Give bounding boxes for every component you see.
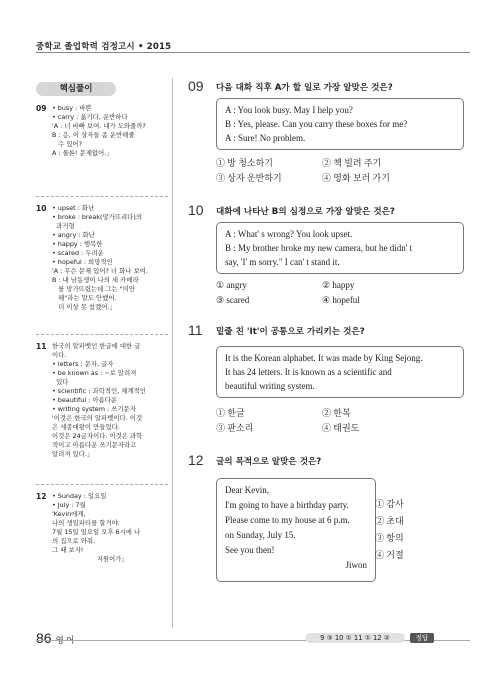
passage-line: It has 24 letters. It is known as a scientific and [225,367,392,377]
question-text: 대화에 나타난 B의 심정으로 가장 알맞은 것은? [216,207,395,217]
letter-line: Please come to my house at 6 p.m. [225,515,350,525]
option-2[interactable]: ② 한복 [322,408,351,418]
sidebar-line: • busy : 바쁜 [52,104,92,112]
dialogue-line: B : My brother broke my new camera, but he didn' t [225,243,413,253]
sidebar-line: 를 망가뜨렸는데 그는 "미안 [52,285,136,293]
dialogue-line: A : Sure! No problem. [225,133,306,143]
sidebar-line: A : 물론! 문제없어.」 [52,149,113,157]
sidebar-line: • hopeful : 희망적인 [52,258,113,266]
question-09 [188,78,468,188]
sidebar-line: 'A : 무슨 문제 있어? 너 화나 보여. [52,267,148,275]
sidebar-line: 지원이가」 [52,555,128,563]
option-3[interactable]: ③ scared [216,295,250,305]
sidebar-entry-09 [36,104,168,158]
sidebar-line: • Sunday : 일요일 [52,492,107,500]
letter-line: See you then! [225,545,275,555]
option-4[interactable]: ④ 거절 [375,550,404,560]
page-footer-number [36,630,74,646]
sidebar-line: B : 내 남동생이 나의 새 카메라 [52,276,139,284]
sidebar-line: 이것은 24글자이다. 이것은 과학 [52,432,143,440]
header-rule [36,52,470,53]
sidebar-entry-number: 09 [36,104,47,113]
dialogue-line: A : You look busy. May I help you? [225,105,353,115]
dialogue-line: B : Yes, please. Can you carry these boxes for me? [225,119,408,129]
option-3[interactable]: ③ 상자 운반하기 [216,173,282,183]
option-1[interactable]: ① angry [216,280,247,290]
sidebar-line: • be known as : ~로 알려져 [52,369,137,377]
question-number: 12 [188,452,204,468]
question-number: 11 [188,322,203,338]
sidebar-line: 한국의 알파벳인 한글에 대한 글 [52,342,141,350]
option-2[interactable]: ② 초대 [375,516,404,526]
letter-signature: Jiwon [345,560,367,570]
letter-line: I'm going to have a birthday party. [225,500,349,510]
sidebar-line: • scientific : 과학적인, 체계적인 [52,387,146,395]
sidebar-entry-number: 12 [36,492,47,501]
answer-key: 9 ③ 10 ① 11 ① 12 ② [305,633,405,643]
question-text: 다음 대화 직후 A가 할 일로 가장 알맞은 것은? [216,83,393,93]
option-2[interactable]: ② 책 빌려 주기 [322,158,382,168]
page-header: 중학교 졸업학력 검정고시 • 2015 [36,42,172,52]
sidebar-line: B : 응, 이 상자들 좀 운반해줄 [52,131,135,139]
option-4[interactable]: ④ 영화 보러 가기 [322,173,390,183]
sidebar-line: 있다 [52,378,69,386]
sidebar-divider [36,334,168,335]
passage-line: It is the Korean alphabet. It was made by King Sejong. [225,353,423,363]
sidebar-line: • beautiful : 아름다운 [52,396,118,404]
sidebar-entry-number: 10 [36,204,47,213]
sidebar-line: • carry : 옮기다, 운반하다 [52,113,128,121]
option-2[interactable]: ② happy [322,280,355,290]
sidebar-title: 핵심풀이 [36,82,116,96]
question-11 [188,322,468,462]
sidebar-line: 해"라는 말도 안했어. [52,294,117,302]
sidebar-divider [36,484,168,485]
option-1[interactable]: ① 감사 [375,499,404,509]
dialogue-box [216,98,464,150]
question-text: 밑줄 친 'It'이 공통으로 가리키는 것은? [216,327,365,337]
sidebar-line: 7월 15일 일요일 오후 6시에 나 [52,528,141,536]
question-10 [188,202,468,312]
option-3[interactable]: ③ 판소리 [216,423,254,433]
letter-line: on Sunday, July 15. [225,530,296,540]
sidebar-line: • scared : 두려운 [52,249,104,257]
question-text: 글의 목적으로 알맞은 것은? [216,457,322,467]
subject-label: 영 어 [55,635,75,645]
option-1[interactable]: ① 한글 [216,408,245,418]
sidebar-entry-10 [36,204,168,312]
sidebar-line: 'A : 너 바빠 보여. 내가 도와줄까? [52,122,146,130]
footer-rule [36,640,470,641]
sidebar-line: 나의 생일파티를 할거야. [52,519,120,527]
sidebar-line: • happy : 행복한 [52,240,103,248]
question-12 [188,452,468,602]
sidebar-line: '이것은 한국의 알파벳이다. 이것 [52,414,143,422]
sidebar-line: • writing system : 쓰기문자 [52,405,136,413]
option-1[interactable]: ① 방 청소하기 [216,158,273,168]
letter-line: Dear Kevin, [225,485,269,495]
passage-box [216,346,464,398]
sidebar-line: 수 있어? [52,140,83,148]
sidebar-line: 더 이상 못 참겠어.」 [52,303,116,311]
sidebar-line: 적이고 아름다운 쓰기문자라고 [52,441,137,449]
sidebar-divider [36,196,168,197]
sidebar-line: 알려져 있다.」 [52,450,94,458]
question-number: 10 [188,202,204,218]
sidebar-entry-11 [36,342,168,459]
option-4[interactable]: ④ hopeful [322,295,360,305]
sidebar-line: • July : 7월 [52,501,86,509]
sidebar-line: 이다. [52,351,67,359]
letter-box [216,478,376,582]
question-12-options [375,496,404,564]
sidebar-line: • angry : 화난 [52,231,95,239]
sidebar-entry-number: 11 [36,342,47,351]
sidebar-entry-12 [36,492,168,564]
sidebar-line: • broke : break(망가뜨리다)의 [52,213,142,221]
column-divider [172,78,173,628]
option-4[interactable]: ④ 태권도 [322,423,360,433]
sidebar-line: 의 집으로 와줘. [52,537,96,545]
answer-label: 정답 [410,633,434,643]
sidebar-line: • upset : 화난 [52,204,95,212]
sidebar-line: 'Kevin에게, [52,510,86,518]
sidebar-line: • letters : 문자, 글자 [52,360,114,368]
page-number: 86 [36,630,52,646]
sidebar-line: 과거형 [52,222,75,230]
sidebar-line: 은 세종대왕이 만들었다. [52,423,120,431]
dialogue-line: say, 'I' m sorry." I can' t stand it. [225,257,340,267]
dialogue-box [216,222,464,274]
dialogue-line: A : What' s wrong? You look upset. [225,229,353,239]
option-3[interactable]: ③ 항의 [375,533,404,543]
question-number: 09 [188,78,204,94]
sidebar-line: 그 때 보자! [52,546,84,554]
passage-line: beautiful writing system. [225,381,315,391]
